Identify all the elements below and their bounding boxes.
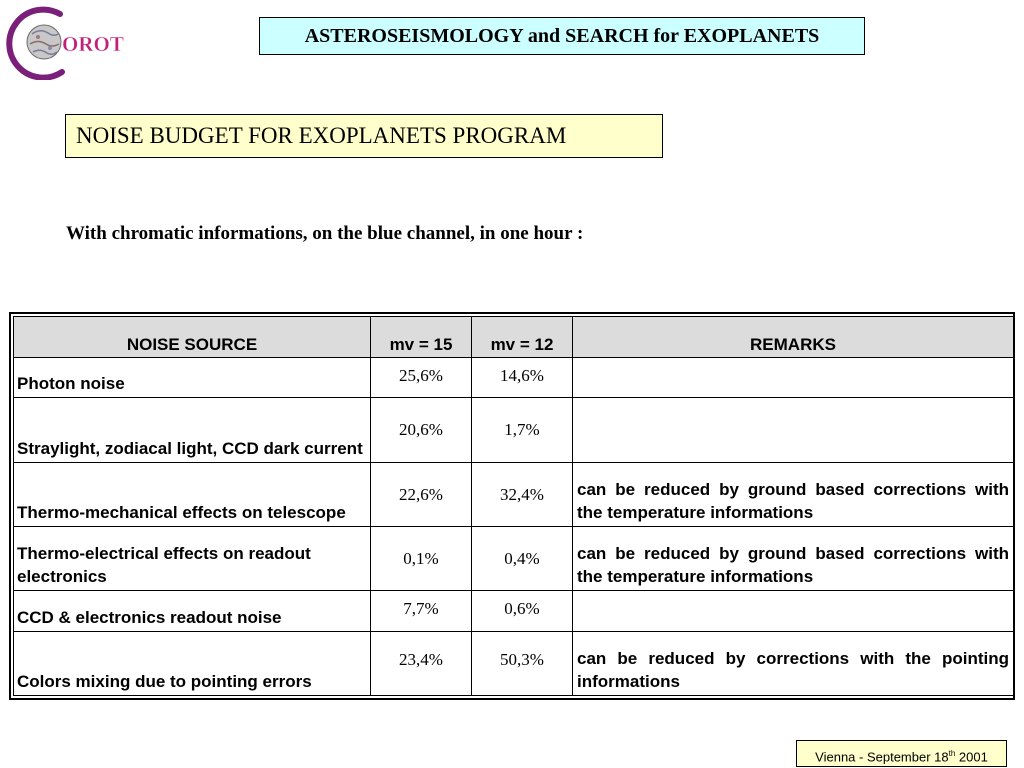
footer-date-ordinal: th — [948, 749, 956, 758]
remark-cell — [573, 398, 1014, 463]
table-row — [14, 463, 1014, 527]
mv12-cell: 0,6% — [472, 591, 573, 632]
column-header-noise-source: NOISE SOURCE — [14, 317, 371, 358]
remark-cell: can be reduced by ground based corrections with the temperature informations — [573, 463, 1014, 527]
corot-logo — [2, 6, 132, 80]
mv15-cell: 7,7% — [371, 591, 472, 632]
noise-budget-table — [9, 312, 1015, 700]
intro-text: With chromatic informations, on the blue channel, in one hour : — [66, 223, 584, 244]
noise-source-cell: CCD & electronics readout noise — [14, 591, 371, 632]
table-row — [14, 591, 1014, 632]
footer-date-year: 2001 — [955, 749, 988, 765]
remark-cell — [573, 591, 1014, 632]
noise-source-cell: Photon noise — [14, 358, 371, 398]
mv12-cell: 32,4% — [472, 463, 573, 527]
column-header-mv15: mv = 15 — [371, 317, 472, 358]
mv12-cell: 1,7% — [472, 398, 573, 463]
noise-source-cell: Thermo-electrical effects on readout electronics — [14, 527, 371, 591]
footer-date-prefix: Vienna - September 18 — [815, 749, 949, 765]
table-row — [14, 527, 1014, 591]
footer-date — [796, 740, 1007, 767]
noise-source-cell: Thermo-mechanical effects on telescope — [14, 463, 371, 527]
remark-cell: can be reduced by ground based corrections with the temperature informations — [573, 527, 1014, 591]
mv12-cell: 14,6% — [472, 358, 573, 398]
mv15-cell: 25,6% — [371, 358, 472, 398]
logo-text: OROT — [62, 32, 124, 56]
mv15-cell: 23,4% — [371, 632, 472, 696]
remark-cell — [573, 358, 1014, 398]
mv15-cell: 20,6% — [371, 398, 472, 463]
page-header-title: ASTEROSEISMOLOGY and SEARCH for EXOPLANETS — [259, 17, 865, 55]
mv15-cell: 22,6% — [371, 463, 472, 527]
mv12-cell: 50,3% — [472, 632, 573, 696]
column-header-remarks: REMARKS — [573, 317, 1014, 358]
mv15-cell: 0,1% — [371, 527, 472, 591]
table-row — [14, 358, 1014, 398]
column-header-mv12: mv = 12 — [472, 317, 573, 358]
noise-source-cell: Colors mixing due to pointing errors — [14, 632, 371, 696]
mv12-cell: 0,4% — [472, 527, 573, 591]
remark-cell: can be reduced by corrections with the pointing informations — [573, 632, 1014, 696]
table-row — [14, 398, 1014, 463]
section-title: NOISE BUDGET FOR EXOPLANETS PROGRAM — [65, 114, 663, 158]
noise-source-cell: Straylight, zodiacal light, CCD dark current — [14, 398, 371, 463]
table-header-row — [14, 317, 1014, 358]
table-row — [14, 632, 1014, 696]
